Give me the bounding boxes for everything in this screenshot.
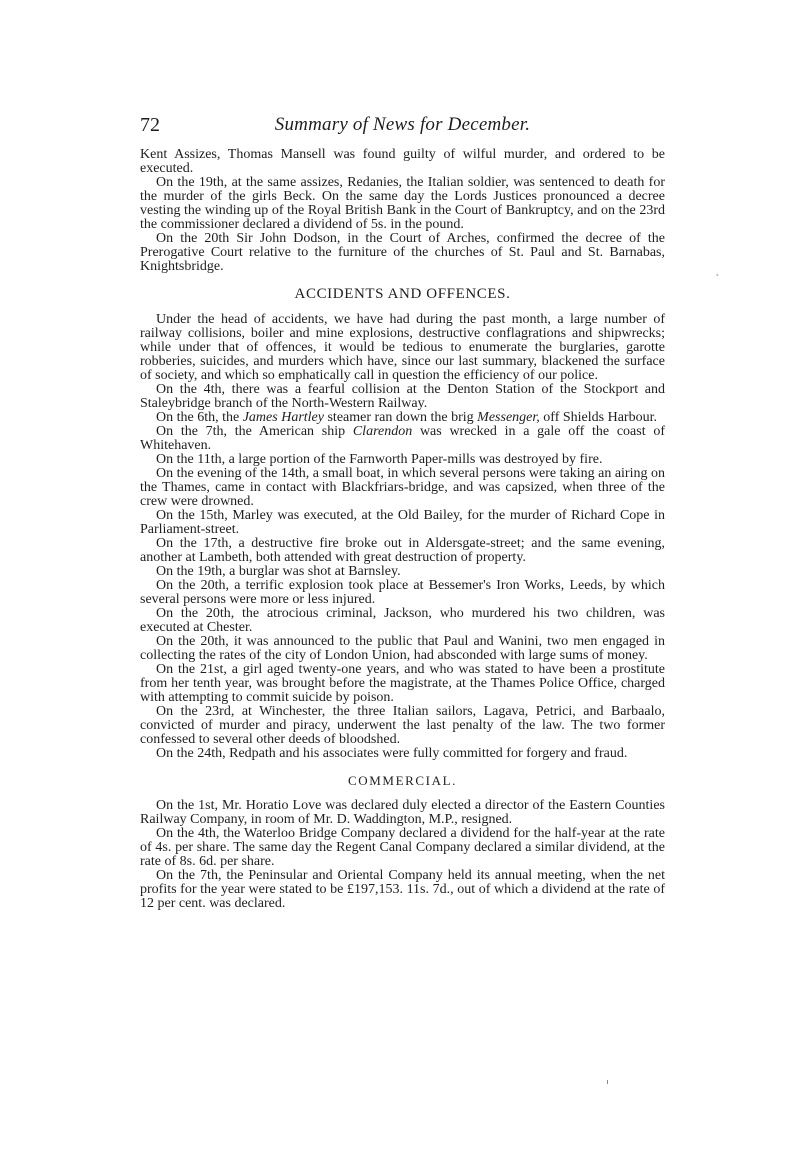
accident-20th-execution: On the 20th, the atrocious criminal, Jackson, who murdered his two children, was executed at Chester. [140,606,665,635]
commercial-1st: On the 1st, Mr. Horatio Love was declared duly elected a director of the Eastern Counties Railway Company, in room of Mr. D. Waddington, M.P., resigned. [140,798,665,827]
accidents-intro: Under the head of accidents, we have had during the past month, a large number of railway collisions, boiler and mine explosions, destructive conflagrations and shipwrecks; while under that of offences, it would be tedious to enumerate the burglaries, garotte robberies, suicides, and murders which have, since our last summary, blackened the surface of society, and which so emphatically call in question the efficiency of our police. [140,312,665,383]
text-run: On the 7th, the American ship [156,424,353,439]
page-content [140,114,665,911]
accident-11th: On the 11th, a large portion of the Farnworth Paper-mills was destroyed by fire. [156,452,603,467]
intro-paragraph-3: On the 20th Sir John Dodson, in the Court of Arches, confirmed the decree of the Prerogative Court relative to the furniture of the churches of St. Paul and St. Barnabas, Knightsbridge. [140,231,665,274]
margin-mark: ˛ [716,266,720,277]
page-header [140,114,665,144]
accident-23rd: On the 23rd, at Winchester, the three Italian sailors, Lagava, Petrici, and Barbaalo, convicted of murder and piracy, underwent the last penalty of the law. The two former confessed to several other deeds of bloodshed. [140,704,665,747]
accident-17th: On the 17th, a destructive fire broke out in Aldersgate-street; and the same evening, another at Lambeth, both attended with great destruction of property. [140,536,665,565]
section-heading-commercial: COMMERCIAL. [348,773,457,788]
commercial-7th: On the 7th, the Peninsular and Oriental Company held its annual meeting, when the net profits for the year were stated to be £197,153. 11s. 7d., out of which a dividend at the rate of 12 per cent. was declared. [140,868,665,911]
text-run: On the 6th, the [156,410,243,425]
running-title: Summary of News for December. [274,114,531,135]
ship-name: Messenger, [477,410,540,425]
intro-paragraph-1: Kent Assizes, Thomas Mansell was found guilty of wilful murder, and ordered to be executed. [140,147,665,176]
ship-name: James Hartley [242,410,324,425]
accident-24th: On the 24th, Redpath and his associates were fully committed for forgery and fraud. [156,746,628,761]
text-run: off Shields Harbour. [539,410,657,425]
text-run: was wrecked in a gale off the coast of Whitehaven. [140,424,665,453]
text-run: steamer ran down the brig [323,410,478,425]
accident-19th: On the 19th, a burglar was shot at Barnsley. [156,564,401,579]
accident-7th [140,425,665,453]
page-number: 72 [140,114,160,136]
accident-20th-explosion: On the 20th, a terrific explosion took place at Bessemer's Iron Works, Leeds, by which several persons were more or less injured. [140,578,665,607]
section-heading-accidents: ACCIDENTS AND OFFENCES. [294,286,511,302]
accident-6th [140,411,665,425]
accident-21st: On the 21st, a girl aged twenty-one years, and who was stated to have been a prostitute from her tenth year, was brought before the magistrate, at the Thames Police Office, charged with attempting to commit suicide by poison. [140,662,665,705]
print-speck [607,1080,608,1084]
accident-15th: On the 15th, Marley was executed, at the Old Bailey, for the murder of Richard Cope in Parliament-street. [140,508,665,537]
accident-14th: On the evening of the 14th, a small boat, in which several persons were taking an airing on the Thames, came in contact with Blackfriars-bridge, and was capsized, when three of the crew were drowned. [140,466,665,509]
commercial-4th: On the 4th, the Waterloo Bridge Company declared a dividend for the half-year at the rate of 4s. per share. The same day the Regent Canal Company declared a similar dividend, at the rate of 8s. 6d. per share. [140,826,665,869]
ship-name: Clarendon [352,424,413,439]
accident-4th: On the 4th, there was a fearful collision at the Denton Station of the Stockport and Staleybridge branch of the North-Western Railway. [140,382,665,411]
intro-paragraph-2: On the 19th, at the same assizes, Redanies, the Italian soldier, was sentenced to death for the murder of the girls Beck. On the same day the Lords Justices pronounced a decree vesting the winding up of the Royal British Bank in the Court of Bankruptcy, and on the 23rd the commissioner declared a dividend of 5s. in the pound. [140,175,665,232]
accident-20th-abscond: On the 20th, it was announced to the public that Paul and Wanini, two men engaged in collecting the rates of the city of London Union, had absconded with large sums of money. [140,634,665,663]
